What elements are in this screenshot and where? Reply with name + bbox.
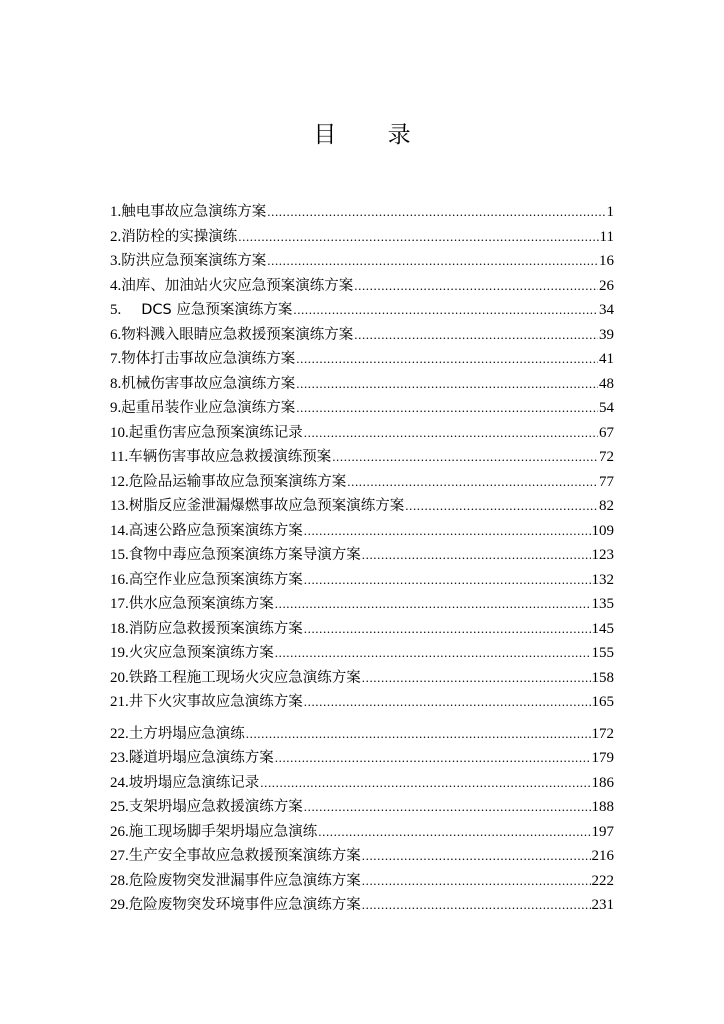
toc-entry-leader-dots	[362, 873, 591, 889]
toc-entry-2[interactable]	[110, 225, 614, 250]
toc-entry-title: 铁路工程施工现场火灾应急演练方案	[128, 669, 361, 686]
toc-entry-leader-dots	[260, 775, 590, 791]
toc-entry-title: 隧道坍塌应急演练方案	[128, 750, 274, 766]
toc-entry-page-number: 179	[591, 750, 614, 766]
toc-entry-leader-dots	[347, 474, 598, 490]
toc-entry-leader-dots	[332, 449, 598, 465]
toc-entry-leader-dots	[304, 425, 598, 441]
toc-entry-leader-dots	[304, 799, 591, 815]
toc-entry-10[interactable]	[110, 421, 614, 446]
toc-entry-leader-dots	[275, 750, 591, 766]
toc-entry-25[interactable]	[110, 795, 614, 820]
toc-entry-15[interactable]	[110, 543, 614, 568]
toc-entry-number: 1.	[110, 204, 122, 220]
toc-entry-number: 29.	[110, 897, 129, 913]
toc-entry-title: 高速公路应急预案演练方案	[128, 522, 303, 539]
toc-entry-page-number: 135	[591, 596, 614, 612]
toc-entry-leader-dots	[304, 523, 591, 539]
toc-entry-title: 土方坍塌应急演练	[128, 725, 245, 742]
toc-entry-number: 25.	[110, 799, 129, 815]
toc-entry-page-number: 11	[599, 228, 614, 245]
toc-entry-number: 10.	[110, 424, 129, 441]
toc-entry-leader-dots	[304, 572, 591, 588]
toc-entry-page-number: 41	[599, 351, 614, 367]
toc-entry-13[interactable]	[110, 494, 614, 519]
toc-entry-title: 高空作业应急预案演练方案	[128, 571, 303, 588]
toc-entry-6[interactable]	[110, 323, 614, 348]
toc-entry-18[interactable]	[110, 617, 614, 642]
toc-entry-title: 起重伤害应急预案演练记录	[128, 424, 303, 441]
toc-entry-page-number: 109	[591, 522, 614, 539]
toc-entry-leader-dots	[362, 670, 591, 686]
toc-entry-leader-dots	[293, 302, 598, 318]
toc-entry-number: 17.	[110, 596, 129, 612]
toc-entry-page-number: 67	[599, 424, 614, 441]
toc-entry-number: 12.	[110, 473, 129, 490]
toc-entry-number: 15.	[110, 547, 129, 563]
toc-entry-title: 油库、加油站火灾应急预案演练方案	[121, 277, 354, 294]
toc-entry-11[interactable]	[110, 445, 614, 470]
toc-entry-page-number: 123	[591, 547, 614, 563]
toc-entry-leader-dots	[296, 376, 598, 392]
toc-entry-14[interactable]	[110, 519, 614, 544]
toc-entry-leader-dots	[362, 547, 591, 563]
toc-entry-number: 9.	[110, 400, 122, 416]
toc-entry-12[interactable]	[110, 470, 614, 495]
toc-entry-title: 物体打击事故应急演练方案	[121, 351, 296, 367]
toc-entry-page-number: 172	[591, 725, 614, 742]
toc-entry-title: 起重吊装作业应急演练方案	[121, 400, 296, 416]
toc-entry-number: 14.	[110, 522, 129, 539]
toc-entry-title: 供水应急预案演练方案	[128, 596, 274, 612]
toc-entry-page-number: 77	[599, 473, 614, 490]
toc-entry-page-number: 197	[591, 823, 614, 840]
toc-entry-number: 26.	[110, 823, 129, 840]
toc-entry-leader-dots	[246, 726, 591, 742]
toc-entry-page-number: 186	[591, 774, 614, 791]
toc-entry-24[interactable]	[110, 771, 614, 796]
toc-entry-number: 5.	[110, 302, 122, 318]
toc-entry-number: 27.	[110, 848, 129, 864]
toc-entry-28[interactable]	[110, 869, 614, 894]
toc-entry-leader-dots	[362, 848, 591, 864]
toc-entry-title: 触电事故应急演练方案	[121, 204, 267, 220]
toc-entry-title: 食物中毒应急预案演练方案导演方案	[128, 547, 361, 563]
toc-entry-page-number: 231	[591, 897, 614, 913]
toc-entry-9[interactable]	[110, 396, 614, 421]
toc-entry-21[interactable]	[110, 690, 614, 715]
toc-entry-leader-dots	[318, 824, 590, 840]
toc-entry-page-number: 34	[599, 302, 614, 318]
toc-entry-title: 危险品运输事故应急预案演练方案	[128, 473, 347, 490]
toc-entry-title: 危险废物突发泄漏事件应急演练方案	[128, 872, 361, 889]
toc-entry-number: 3.	[110, 253, 122, 269]
toc-entry-page-number: 39	[599, 326, 614, 343]
toc-entry-leader-dots	[354, 278, 598, 294]
toc-entry-leader-dots	[275, 596, 591, 612]
toc-entry-leader-dots	[296, 351, 598, 367]
toc-entry-leader-dots	[267, 253, 598, 269]
toc-entry-3[interactable]	[110, 249, 614, 274]
toc-entry-27[interactable]	[110, 844, 614, 869]
toc-entry-number: 19.	[110, 645, 129, 661]
toc-entry-23[interactable]	[110, 746, 614, 771]
toc-entry-page-number: 48	[599, 375, 614, 392]
toc-entry-title: DCS 应急预案演练方案	[141, 302, 293, 318]
toc-entry-title: 物料溅入眼睛应急救援预案演练方案	[121, 326, 354, 343]
toc-entry-title: 井下火灾事故应急演练方案	[128, 694, 303, 710]
toc-title: 目 录	[313, 122, 433, 148]
toc-entry-title: 施工现场脚手架坍塌应急演练	[128, 823, 318, 840]
toc-entry-title: 火灾应急预案演练方案	[128, 645, 274, 661]
toc-entry-number: 18.	[110, 620, 129, 637]
toc-entry-page-number: 222	[591, 872, 614, 889]
toc-entry-20[interactable]	[110, 666, 614, 691]
toc-entry-page-number: 54	[599, 400, 614, 416]
toc-entry-leader-dots	[362, 897, 591, 913]
toc-entry-title: 树脂反应釜泄漏爆燃事故应急预案演练方案	[128, 498, 405, 514]
toc-entry-leader-dots	[304, 694, 591, 710]
toc-entry-page-number: 1	[606, 204, 614, 220]
toc-entry-leader-dots	[296, 400, 598, 416]
toc-entry-page-number: 72	[599, 449, 614, 465]
toc-entry-number: 21.	[110, 694, 129, 710]
toc-list	[110, 200, 614, 918]
toc-entry-title: 消防栓的实操演练	[121, 228, 238, 245]
toc-entry-number: 7.	[110, 351, 122, 367]
toc-entry-number: 24.	[110, 774, 129, 791]
toc-entry-page-number: 216	[591, 848, 614, 864]
toc-entry-number: 6.	[110, 326, 122, 343]
toc-entry-page-number: 26	[599, 277, 614, 294]
toc-entry-title: 危险废物突发环境事件应急演练方案	[128, 897, 361, 913]
toc-entry-1[interactable]	[110, 200, 614, 225]
toc-entry-page-number: 82	[599, 498, 614, 514]
toc-entry-title: 机械伤害事故应急演练方案	[121, 375, 296, 392]
toc-entry-leader-dots	[304, 621, 591, 637]
toc-entry-title: 坡坍塌应急演练记录	[128, 774, 260, 791]
toc-entry-page-number: 188	[591, 799, 614, 815]
toc-entry-leader-dots	[267, 204, 605, 220]
toc-entry-number: 23.	[110, 750, 129, 766]
toc-entry-5[interactable]	[110, 298, 614, 323]
toc-entry-29[interactable]	[110, 893, 614, 918]
toc-entry-leader-dots	[405, 498, 598, 514]
toc-entry-number: 13.	[110, 498, 129, 514]
toc-entry-leader-dots	[275, 645, 591, 661]
toc-entry-title: 生产安全事故应急救援预案演练方案	[128, 848, 361, 864]
toc-entry-16[interactable]	[110, 568, 614, 593]
toc-entry-number: 16.	[110, 571, 129, 588]
toc-entry-17[interactable]	[110, 592, 614, 617]
toc-entry-7[interactable]	[110, 347, 614, 372]
toc-entry-title: 防洪应急预案演练方案	[121, 253, 267, 269]
toc-entry-title: 车辆伤害事故应急救援演练预案	[128, 449, 332, 465]
toc-entry-leader-dots	[354, 327, 598, 343]
toc-entry-page-number: 158	[591, 669, 614, 686]
toc-entry-title: 支架坍塌应急救援演练方案	[128, 799, 303, 815]
toc-entry-4[interactable]	[110, 274, 614, 299]
toc-entry-page-number: 16	[599, 253, 614, 269]
toc-entry-22[interactable]	[110, 722, 614, 747]
toc-entry-19[interactable]	[110, 641, 614, 666]
toc-entry-number: 4.	[110, 277, 122, 294]
toc-entry-number: 2.	[110, 228, 122, 245]
toc-entry-8[interactable]	[110, 372, 614, 397]
toc-entry-number: 28.	[110, 872, 129, 889]
toc-entry-page-number: 155	[591, 645, 614, 661]
toc-entry-number: 8.	[110, 375, 122, 392]
toc-entry-number: 22.	[110, 725, 129, 742]
toc-entry-page-number: 165	[591, 694, 614, 710]
toc-entry-number: 20.	[110, 669, 129, 686]
toc-entry-number: 11.	[110, 449, 129, 465]
toc-entry-title: 消防应急救援预案演练方案	[128, 620, 303, 637]
toc-entry-page-number: 145	[591, 620, 614, 637]
toc-entry-26[interactable]	[110, 820, 614, 845]
toc-entry-page-number: 132	[591, 571, 614, 588]
toc-entry-leader-dots	[238, 229, 598, 245]
